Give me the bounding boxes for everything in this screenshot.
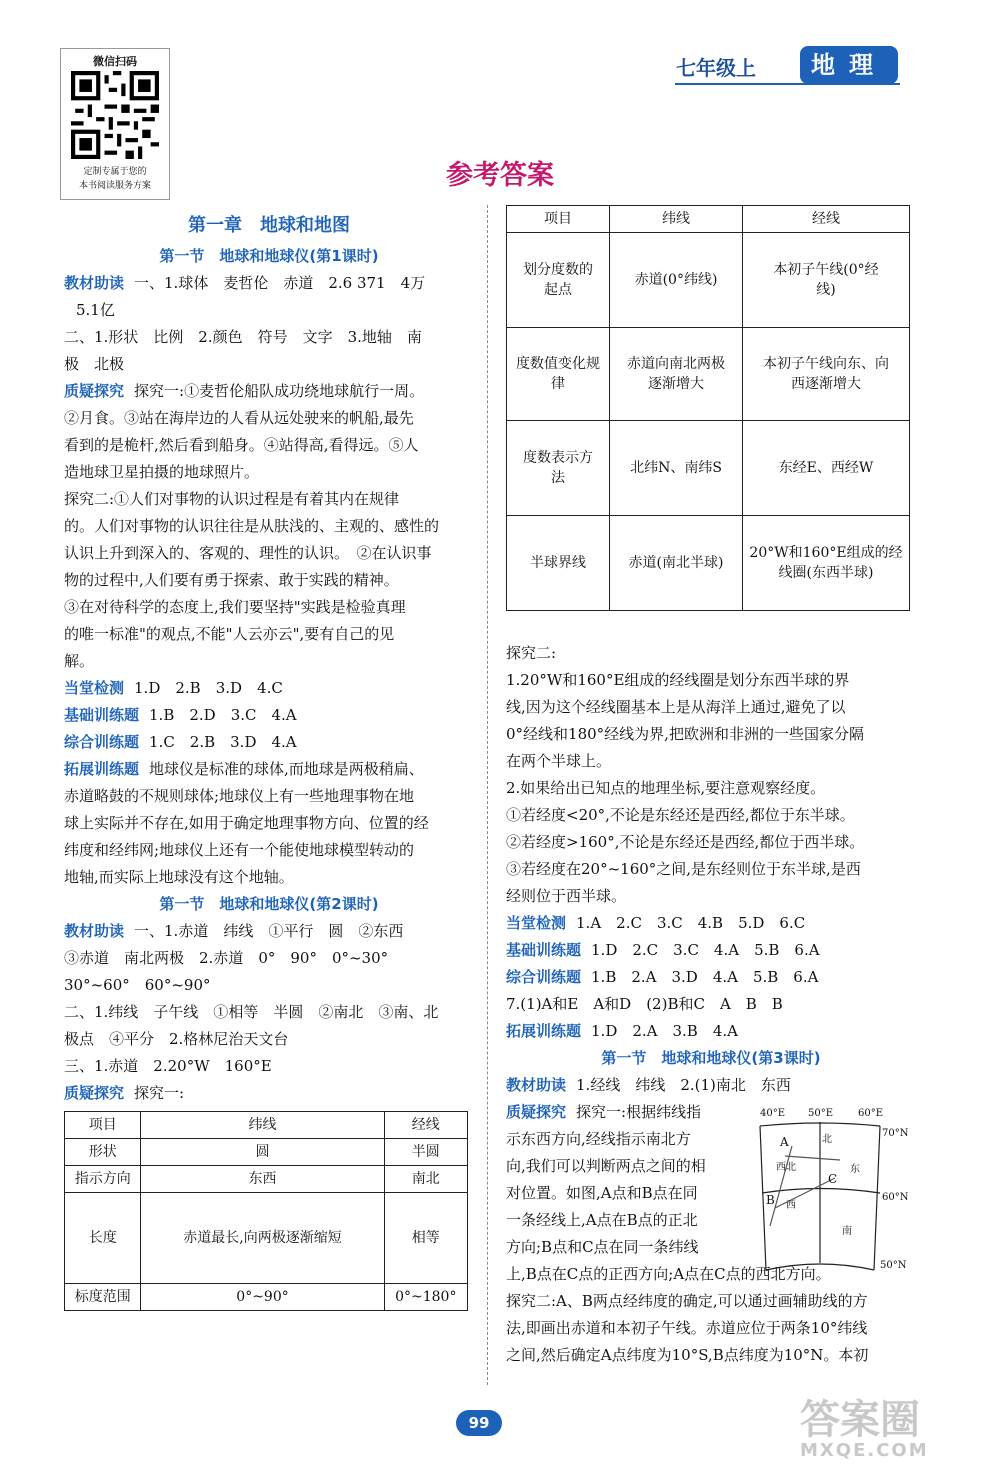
table-cell: 标度范围 bbox=[65, 1284, 141, 1311]
answer-line: 的。人们对事物的认识往往是从肤浅的、主观的、感性的 bbox=[64, 517, 440, 535]
column-divider bbox=[487, 205, 488, 1385]
answer-line: 造地球卫星拍摄的地球照片。 bbox=[64, 463, 260, 481]
table-cell: 半圆 bbox=[384, 1139, 467, 1166]
lon-label: 40°E bbox=[760, 1108, 786, 1119]
table-cell: 相等 bbox=[384, 1193, 467, 1284]
table-header: 项目 bbox=[507, 206, 610, 233]
direction-label: 西北 bbox=[776, 1162, 796, 1173]
answer-line: ②若经度>160°,不论是东经还是西经,都位于西半球。 bbox=[506, 833, 865, 851]
answer-line: 二、1.纬线 子午线 ①相等 半圆 ②南北 ③南、北 bbox=[64, 1003, 439, 1021]
answer-text: 地球仪是标准的球体,而地球是两极稍扁、 bbox=[149, 760, 424, 778]
section-label: 当堂检测 bbox=[506, 914, 567, 932]
table-row bbox=[507, 328, 910, 421]
lon-label: 60°E bbox=[858, 1108, 884, 1119]
answer-line bbox=[64, 1080, 474, 1107]
answer-line bbox=[64, 675, 474, 702]
answer-line: 的唯一标准"的观点,不能"人云亦云",要有自己的见 bbox=[64, 625, 395, 643]
table-cell: 半球界线 bbox=[507, 516, 610, 611]
point-label-b: B bbox=[766, 1193, 775, 1207]
table-cell: 本初子午线(0°经线) bbox=[743, 233, 910, 328]
table-cell: 东西 bbox=[141, 1166, 384, 1193]
chapter-title: 第一章 地球和地图 bbox=[188, 215, 350, 236]
table-cell: 赤道(南北半球) bbox=[610, 516, 743, 611]
answer-line bbox=[64, 270, 474, 297]
answer-line: 纬度和经纬网;地球仪上还有一个能使地球模型转动的 bbox=[64, 841, 415, 859]
arrow-path-ac bbox=[785, 1156, 840, 1160]
answer-line bbox=[506, 1018, 916, 1045]
table-cell: 本初子午线向东、向西逐渐增大 bbox=[743, 328, 910, 421]
subject-badge: 地理 bbox=[800, 46, 898, 84]
answer-line: 对位置。如图,A点和B点在同 bbox=[506, 1184, 698, 1202]
qr-code-icon bbox=[71, 71, 159, 159]
table-cell: 东经E、西经W bbox=[743, 421, 910, 516]
answer-line: 赤道略鼓的不规则球体;地球仪上有一些地理事物在地 bbox=[64, 787, 415, 805]
qr-caption-line-2: 本书阅读服务方案 bbox=[78, 181, 151, 191]
answer-line: 示东西方向,经线指示南北方 bbox=[506, 1130, 691, 1148]
answer-line: 方向;B点和C点在同一条纬线 bbox=[506, 1238, 699, 1256]
section-label: 综合训练题 bbox=[506, 968, 582, 986]
page-title: 参考答案 bbox=[446, 160, 554, 191]
arrow-path-bc bbox=[775, 1178, 835, 1208]
answer-line bbox=[64, 378, 474, 405]
watermark bbox=[800, 1397, 990, 1470]
answer-line: 探究二:①人们对事物的认识过程是有着其内在规律 bbox=[64, 490, 400, 508]
table-cell: 北纬N、南纬S bbox=[610, 421, 743, 516]
table-cell: 赤道最长,向两极逐渐缩短 bbox=[141, 1193, 384, 1284]
answer-line bbox=[506, 1072, 916, 1099]
table-cell: 指示方向 bbox=[65, 1166, 141, 1193]
direction-label: 西 bbox=[786, 1200, 796, 1211]
answer-line: 法,即画出赤道和本初子午线。赤道应位于两条10°纬线 bbox=[506, 1319, 868, 1337]
answer-line: 30°~60° 60°~90° bbox=[64, 976, 211, 994]
answer-text: 一、1.赤道 纬线 ①平行 圆 ②东西 bbox=[134, 922, 404, 940]
answer-line: 上,B点在C点的正西方向;A点在C点的西北方向。 bbox=[506, 1265, 831, 1283]
answer-line: 在两个半球上。 bbox=[506, 752, 612, 770]
table-row bbox=[65, 1139, 468, 1166]
table-cell: 划分度数的起点 bbox=[507, 233, 610, 328]
answer-text: 探究一:根据纬线指 bbox=[576, 1103, 702, 1121]
section-title-3: 第一节 地球和地球仪(第3课时) bbox=[601, 1049, 821, 1067]
table-cell: 度数表示方法 bbox=[507, 421, 610, 516]
table-row bbox=[65, 1166, 468, 1193]
section-label: 教材助读 bbox=[64, 922, 125, 940]
table-cell: 南北 bbox=[384, 1166, 467, 1193]
answer-line bbox=[506, 937, 916, 964]
table-header: 纬线 bbox=[141, 1112, 384, 1139]
answer-text: 1.C 2.B 3.D 4.A bbox=[149, 733, 297, 751]
arrow-path-ab bbox=[770, 1146, 792, 1226]
table-row bbox=[65, 1193, 468, 1284]
answer-line bbox=[506, 964, 916, 991]
grade-label: 七年级上 bbox=[676, 56, 756, 80]
lon-label: 50°E bbox=[808, 1108, 834, 1119]
table-cell: 圆 bbox=[141, 1139, 384, 1166]
answer-text: 1.经线 纬线 2.(1)南北 东西 bbox=[576, 1076, 791, 1094]
answer-line: ③若经度在20°~160°之间,是东经则位于东半球,是西 bbox=[506, 860, 861, 878]
qr-top-caption: 微信扫码 bbox=[93, 55, 137, 68]
section-label: 质疑探究 bbox=[506, 1103, 567, 1121]
table-row bbox=[507, 206, 910, 233]
section-label: 拓展训练题 bbox=[506, 1022, 582, 1040]
answer-line bbox=[506, 910, 916, 937]
table-cell: 赤道向南北两极逐渐增大 bbox=[610, 328, 743, 421]
table-cell: 形状 bbox=[65, 1139, 141, 1166]
table-header: 项目 bbox=[65, 1112, 141, 1139]
answer-line: 0°经线和180°经线为界,把欧洲和非洲的一些国家分隔 bbox=[506, 725, 864, 743]
answer-line: 1.20°W和160°E组成的经线圈是划分东西半球的界 bbox=[506, 671, 850, 689]
table-row bbox=[65, 1112, 468, 1139]
answer-line: 2.如果给出已知点的地理坐标,要注意观察经度。 bbox=[506, 779, 826, 797]
answer-line: 解。 bbox=[64, 652, 95, 670]
table-row bbox=[65, 1284, 468, 1311]
watermark-text: 答案圈 bbox=[800, 1397, 920, 1443]
answer-text: 1.D 2.B 3.D 4.C bbox=[134, 679, 283, 697]
table-cell: 长度 bbox=[65, 1193, 141, 1284]
lat-label: 70°N bbox=[882, 1128, 909, 1139]
section-label: 教材助读 bbox=[506, 1076, 567, 1094]
lat-label: 60°N bbox=[882, 1192, 909, 1203]
section-label: 当堂检测 bbox=[64, 679, 125, 697]
answer-line: ②月食。③站在海岸边的人看从远处驶来的帆船,最先 bbox=[64, 409, 414, 427]
answer-line: 极 北极 bbox=[64, 355, 125, 373]
table-row bbox=[507, 516, 910, 611]
answer-line: 探究二: bbox=[506, 644, 557, 662]
answer-line: 地轴,而实际上地球没有这个地轴。 bbox=[64, 868, 294, 886]
answer-line: 看到的是桅杆,然后看到船身。④站得高,看得远。⑤人 bbox=[64, 436, 419, 454]
answer-line bbox=[64, 729, 474, 756]
section-title-2: 第一节 地球和地球仪(第2课时) bbox=[159, 895, 379, 913]
table-cell: 赤道(0°纬线) bbox=[610, 233, 743, 328]
answer-line bbox=[64, 918, 474, 945]
direction-label: 南 bbox=[842, 1226, 852, 1237]
table-header: 经线 bbox=[384, 1112, 467, 1139]
table-header: 经线 bbox=[743, 206, 910, 233]
answer-text: 1.D 2.A 3.B 4.A bbox=[591, 1022, 738, 1040]
section-label: 教材助读 bbox=[64, 274, 125, 292]
direction-label: 北 bbox=[822, 1134, 832, 1145]
table-cell: 0°~180° bbox=[384, 1284, 467, 1311]
answer-line: 向,我们可以判断两点之间的相 bbox=[506, 1157, 706, 1175]
left-column bbox=[64, 212, 474, 1311]
answer-line: ①若经度<20°,不论是东经还是西经,都位于东半球。 bbox=[506, 806, 855, 824]
graticule-diagram bbox=[740, 1108, 910, 1298]
answer-text: 探究一:①麦哲伦船队成功绕地球航行一周。 bbox=[134, 382, 425, 400]
answer-line: 极点 ④平分 2.格林尼治天文台 bbox=[64, 1030, 289, 1048]
section-label: 质疑探究 bbox=[64, 382, 125, 400]
answer-line: 线,因为这个经线圈基本上是从海洋上通过,避免了以 bbox=[506, 698, 846, 716]
answer-line: 一条经线上,A点在B点的正北 bbox=[506, 1211, 698, 1229]
qr-caption-line-1: 定制专属于您的 bbox=[83, 167, 147, 177]
latitude-longitude-table-1 bbox=[64, 1111, 468, 1311]
direction-label: 东 bbox=[850, 1164, 860, 1175]
longitude-line-60 bbox=[874, 1126, 880, 1270]
answer-text: 1.B 2.D 3.C 4.A bbox=[149, 706, 297, 724]
answer-text: 探究一: bbox=[134, 1084, 185, 1102]
answer-line bbox=[64, 756, 474, 783]
answer-line: 三、1.赤道 2.20°W 160°E bbox=[64, 1057, 272, 1075]
answer-line: 之间,然后确定A点纬度为10°S,B点纬度为10°N。本初 bbox=[506, 1346, 869, 1364]
table-header: 纬线 bbox=[610, 206, 743, 233]
table-cell: 20°W和160°E组成的经线圈(东西半球) bbox=[743, 516, 910, 611]
latitude-longitude-table-2 bbox=[506, 205, 910, 611]
answer-line: ③在对待科学的态度上,我们要坚持"实践是检验真理 bbox=[64, 598, 406, 616]
latitude-line-50 bbox=[766, 1264, 874, 1270]
answer-line: ③赤道 南北两极 2.赤道 0° 90° 0°~30° bbox=[64, 949, 389, 967]
section-label: 质疑探究 bbox=[64, 1084, 125, 1102]
section-label: 基础训练题 bbox=[506, 941, 582, 959]
header-rule bbox=[675, 83, 900, 85]
table-row bbox=[507, 233, 910, 328]
answer-text: 1.D 2.C 3.C 4.A 5.B 6.A bbox=[591, 941, 820, 959]
answer-line bbox=[64, 702, 474, 729]
watermark-domain: MXQE.COM bbox=[800, 1440, 929, 1461]
section-label: 拓展训练题 bbox=[64, 760, 140, 778]
answer-line: 认识上升到深入的、客观的、理性的认识。 ②在认识事 bbox=[64, 544, 432, 562]
table-cell: 度数值变化规律 bbox=[507, 328, 610, 421]
section-label: 基础训练题 bbox=[64, 706, 140, 724]
answer-text: 1.A 2.C 3.C 4.B 5.D 6.C bbox=[576, 914, 806, 932]
answer-text: 1.B 2.A 3.D 4.A 5.B 6.A bbox=[591, 968, 819, 986]
point-label-a: A bbox=[780, 1135, 789, 1149]
answer-line: 二、1.形状 比例 2.颜色 符号 文字 3.地轴 南 bbox=[64, 328, 422, 346]
page-number: 99 bbox=[456, 1410, 502, 1436]
point-label-c: C bbox=[828, 1172, 838, 1186]
answer-text: 一、1.球体 麦哲伦 赤道 2.6 371 4万 bbox=[134, 274, 426, 292]
table-cell: 0°~90° bbox=[141, 1284, 384, 1311]
answer-line: 5.1亿 bbox=[76, 301, 115, 319]
lat-label: 50°N bbox=[880, 1260, 907, 1271]
answer-line: 经则位于西半球。 bbox=[506, 887, 627, 905]
answer-line: 7.(1)A和E A和D (2)B和C A B B bbox=[506, 995, 783, 1013]
answer-line: 物的过程中,人们要有勇于探索、敢于实践的精神。 bbox=[64, 571, 399, 589]
answer-line: 球上实际并不存在,如用于确定地理事物方向、位置的经 bbox=[64, 814, 429, 832]
table-row bbox=[507, 421, 910, 516]
answer-line: 探究二:A、B两点经纬度的确定,可以通过画辅助线的方 bbox=[506, 1292, 868, 1310]
section-label: 综合训练题 bbox=[64, 733, 140, 751]
section-title-1: 第一节 地球和地球仪(第1课时) bbox=[159, 247, 379, 265]
